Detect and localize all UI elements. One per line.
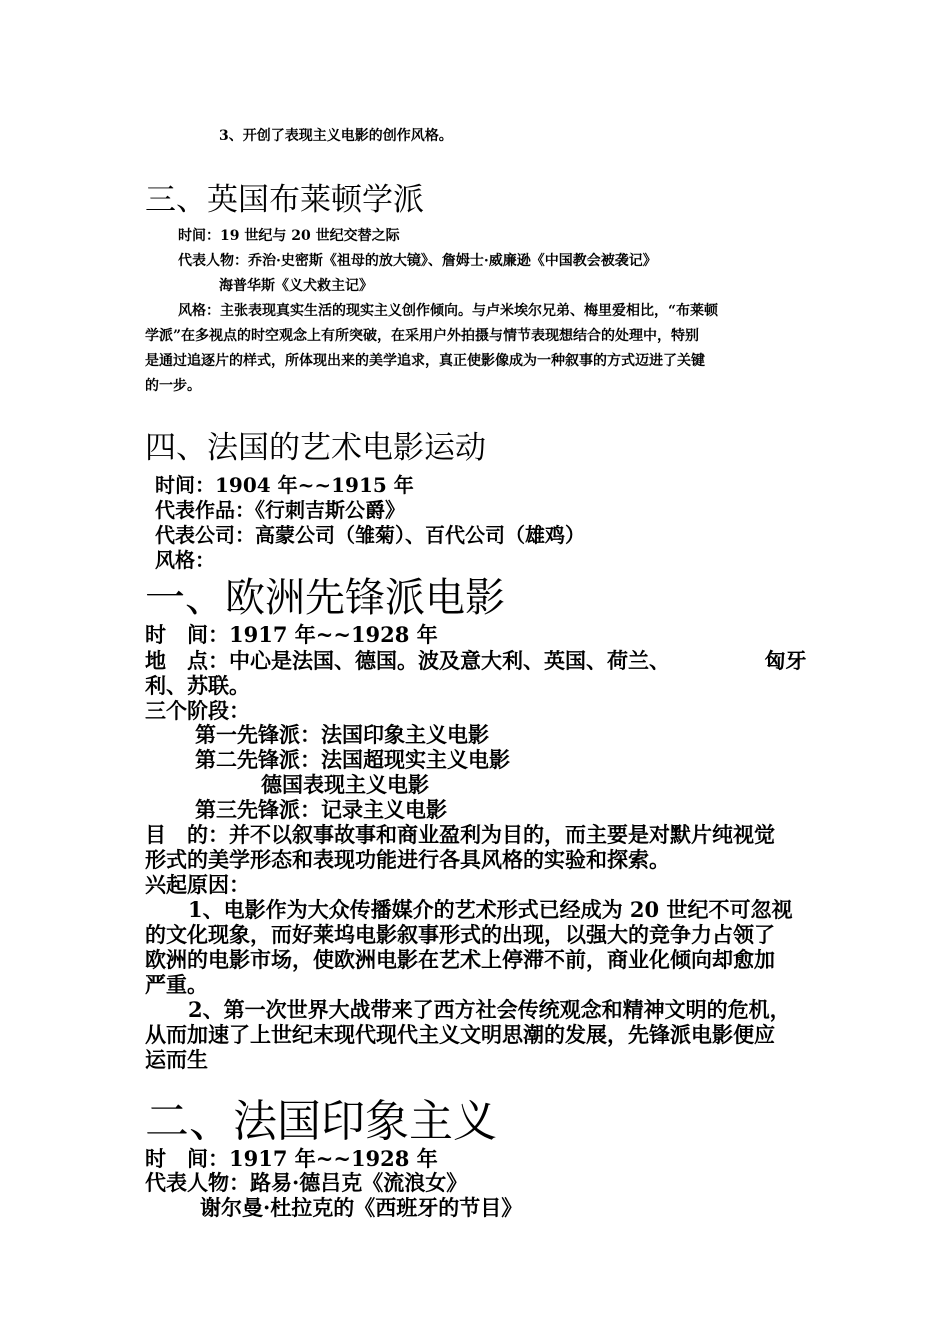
brighton-style-line4: 的一步。 [145,378,201,394]
avant-garde-reasons-label: 兴起原因： [145,872,250,897]
avant-garde-reason1-line3: 欧洲的电影市场，使欧洲电影在艺术上停滞不前，商业化倾向却愈加 [145,947,775,972]
brighton-representatives-line2: 海普华斯《义犬救主记》 [219,278,373,294]
french-art-time: 时间：1904 年~~1915 年 [155,473,414,497]
french-art-style: 风格： [155,548,215,572]
avant-garde-reason2-line3: 运而生 [145,1047,208,1072]
expressionism-point-3: 3、开创了表现主义电影的创作风格。 [219,128,453,144]
avant-garde-stage-2: 第二先锋派：法国超现实主义电影 [195,747,510,772]
heading-brighton-school: 三、英国布莱顿学派 [145,182,424,218]
heading-european-avant-garde: 一、欧洲先锋派电影 [145,575,505,621]
avant-garde-stage-1: 第一先锋派：法国印象主义电影 [195,722,489,747]
avant-garde-stages-label: 三个阶段： [145,698,250,723]
french-art-companies: 代表公司：高蒙公司（雏菊）、百代公司（雄鸡） [155,523,585,547]
impressionism-representatives-line1: 代表人物：路易·德吕克《流浪女》 [145,1170,468,1195]
brighton-representatives-line1: 代表人物：乔治·史密斯《祖母的放大镜》、詹姆士·威廉逊《中国教会被袭记》 [178,253,657,269]
avant-garde-place-line2: 利、苏联。 [145,673,250,698]
avant-garde-place-line1: 地 点：中心是法国、德国。波及意大利、英国、荷兰、 匈牙 [145,648,807,673]
avant-garde-reason1-line1: 1、电影作为大众传播媒介的艺术形式已经成为 20 世纪不可忽视 [188,897,793,922]
heading-french-impressionism: 二、法国印象主义 [145,1096,497,1147]
impressionism-time: 时 间：1917 年~~1928 年 [145,1146,438,1171]
avant-garde-reason2-line1: 2、第一次世界大战带来了西方社会传统观念和精神文明的危机， [188,997,791,1022]
avant-garde-purpose-line1: 目 的：并不以叙事故事和商业盈利为目的，而主要是对默片纯视觉 [145,822,775,847]
avant-garde-time: 时 间：1917 年~~1928 年 [145,622,438,647]
impressionism-representatives-line2: 谢尔曼·杜拉克的《西班牙的节目》 [200,1195,523,1220]
brighton-time: 时间：19 世纪与 20 世纪交替之际 [178,228,400,244]
brighton-style-line2: 学派”在多视点的时空观念上有所突破，在采用户外拍摄与情节表现想结合的处理中，特别 [145,328,700,344]
avant-garde-purpose-line2: 形式的美学形态和表现功能进行各具风格的实验和探索。 [145,847,670,872]
brighton-style-line1: 风格：主张表现真实生活的现实主义创作倾向。与卢米埃尔兄弟、梅里爱相比，“布莱顿 [178,303,719,319]
french-art-works: 代表作品：《行刺吉斯公爵》 [155,498,405,522]
heading-french-art-film: 四、法国的艺术电影运动 [145,430,486,466]
avant-garde-stage-3: 第三先锋派：记录主义电影 [195,797,447,822]
avant-garde-reason1-line4: 严重。 [145,972,208,997]
avant-garde-reason2-line2: 从而加速了上世纪末现代现代主义文明思潮的发展，先锋派电影便应 [145,1022,775,1047]
avant-garde-reason1-line2: 的文化现象，而好莱坞电影叙事形式的出现，以强大的竞争力占领了 [145,922,775,947]
brighton-style-line3: 是通过追逐片的样式，所体现出来的美学追求，真正使影像成为一种叙事的方式迈进了关键 [145,353,705,369]
avant-garde-stage-2b: 德国表现主义电影 [261,772,429,797]
